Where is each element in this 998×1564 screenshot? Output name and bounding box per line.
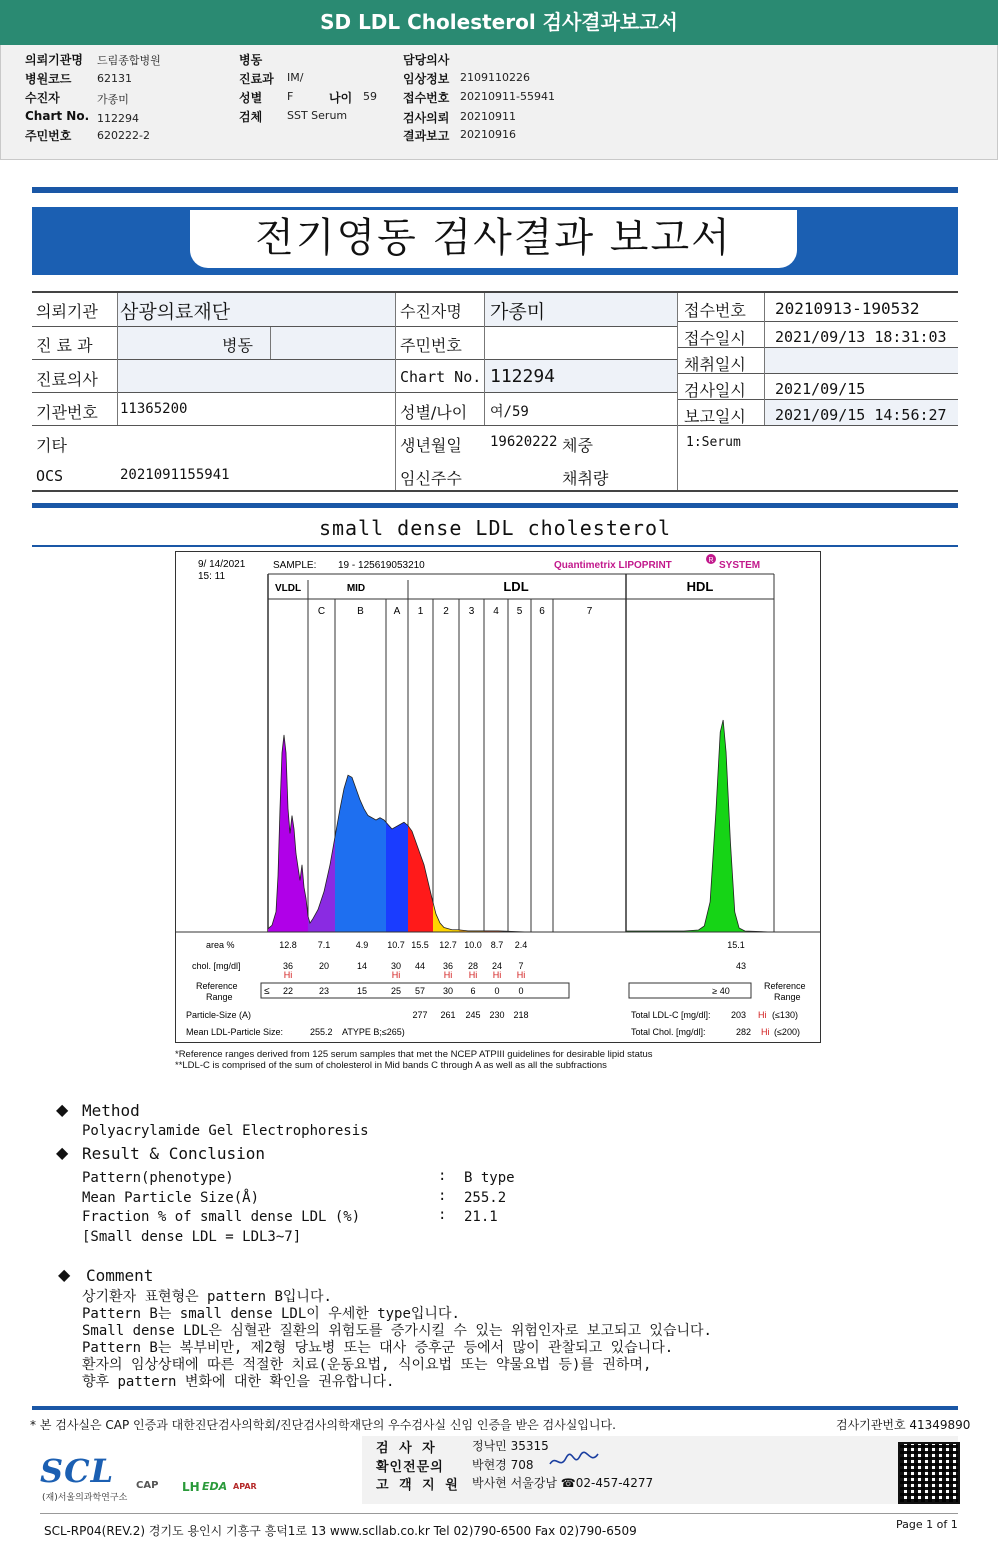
- info-label: 임상정보: [403, 72, 450, 86]
- total-ldl-ref: (≤130): [772, 1010, 798, 1020]
- brand-suffix: SYSTEM: [719, 560, 761, 571]
- info-value: F: [287, 90, 294, 103]
- total-ldl-flag: Hi: [758, 1010, 767, 1020]
- particle-size-value: 277: [412, 1010, 428, 1020]
- info-label: 접수번호: [403, 91, 450, 105]
- divider: [32, 1406, 958, 1410]
- info-label: 검체: [239, 110, 263, 124]
- result-value: B type: [464, 1170, 515, 1186]
- hi-flag: Hi: [283, 970, 293, 980]
- inst-label: 의뢰기관: [36, 302, 98, 321]
- staff-role: 검 사 자: [376, 1441, 438, 1456]
- info-label: 나이: [329, 91, 353, 105]
- recvdt-label: 접수일시: [684, 329, 746, 348]
- ocs-value: 2021091155941: [120, 467, 230, 483]
- info-label: Chart No.: [25, 109, 90, 123]
- hi-flag: Hi: [492, 970, 502, 980]
- chol-value: 30: [390, 961, 402, 971]
- sample-label: SAMPLE:: [273, 560, 317, 571]
- chol-value: 7: [518, 961, 524, 971]
- result-value: 21.1: [464, 1209, 498, 1225]
- hdl-ref-range-box: [629, 983, 751, 998]
- inst-value: 삼광의료재단: [120, 301, 231, 323]
- colldt-label: 채취일시: [684, 355, 746, 374]
- area-value: 10.7: [387, 940, 405, 950]
- weight-label: 체중: [562, 436, 593, 455]
- ref-value: 30: [442, 986, 454, 996]
- report-title: 전기영동 검사결과 보고서: [255, 215, 732, 261]
- particle-size-value: 218: [513, 1010, 529, 1020]
- info-label: 성별: [239, 91, 263, 105]
- chol-value: 44: [414, 961, 426, 971]
- result-label: Mean Particle Size(Å): [82, 1190, 260, 1206]
- staff-role: 확인전문의: [376, 1460, 444, 1475]
- band-label: 4: [493, 606, 499, 617]
- info-value: SST Serum: [287, 109, 348, 122]
- info-value: 620222-2: [97, 129, 150, 142]
- diamond-bullet-icon: ◆: [56, 1143, 69, 1162]
- info-label: 의뢰기관명: [25, 53, 83, 67]
- page-number: Page 1 of 1: [896, 1518, 958, 1531]
- particle-size-label: Particle-Size (A): [186, 1010, 252, 1020]
- hdl-ref-label-2: Range: [774, 992, 801, 1002]
- ref-value: 57: [414, 986, 426, 996]
- dept-value: 병동: [222, 336, 253, 355]
- recvdt-value: 2021/09/13 18:31:03: [775, 328, 947, 346]
- ref-value: 23: [318, 986, 330, 996]
- footer-inst-no: 검사기관번호 41349890: [836, 1418, 971, 1432]
- band-label: A: [393, 606, 401, 617]
- specimen-value: 1:Serum: [686, 435, 741, 450]
- result-heading: Result & Conclusion: [82, 1144, 266, 1163]
- dept-label: 진 료 과: [36, 336, 93, 355]
- sexage-label: 성별/나이: [400, 403, 468, 422]
- hdl-ref-value: ≥ 40: [712, 986, 730, 996]
- scl-logo-text: SCL: [40, 1452, 115, 1490]
- lipoprint-chart: [175, 551, 821, 1043]
- info-label: 담당의사: [403, 53, 450, 67]
- result-value: 255.2: [464, 1190, 507, 1206]
- group-label: MID: [346, 583, 366, 594]
- brand-name: Quantimetrix LIPOPRINT: [554, 560, 672, 571]
- group-label: VLDL: [274, 583, 302, 594]
- chart-date: 9/ 14/2021: [198, 559, 246, 570]
- testdt-value: 2021/09/15: [775, 380, 866, 398]
- diamond-bullet-icon: ◆: [56, 1100, 69, 1119]
- info-value: 20210911: [460, 110, 516, 123]
- area-value: 4.9: [355, 940, 369, 950]
- area-value: 2.4: [514, 940, 528, 950]
- info-value: IM/: [287, 71, 304, 84]
- result-sep: :: [438, 1168, 447, 1184]
- area-value: 7.1: [317, 940, 331, 950]
- comment-line: 향후 pattern 변화에 대한 확인을 권유합니다.: [82, 1374, 395, 1390]
- birth-label: 생년월일: [400, 436, 462, 455]
- hdl-peak: [626, 720, 771, 932]
- hdl-area-value: 15.1: [727, 940, 745, 950]
- divider: [40, 1513, 958, 1514]
- info-label: 진료과: [239, 72, 274, 86]
- info-value: 59: [363, 90, 377, 103]
- mean-size-label: Mean LDL-Particle Size:: [186, 1027, 284, 1037]
- hdl-chol-value: 43: [735, 961, 747, 971]
- section-title: small dense LDL cholesterol: [318, 516, 672, 540]
- total-chol-ref: (≤200): [774, 1027, 800, 1037]
- ref-value: 22: [282, 986, 294, 996]
- info-label: 검사의뢰: [403, 111, 450, 125]
- staff-box: [362, 1436, 958, 1504]
- ref-value: 0: [518, 986, 524, 996]
- diamond-bullet-icon: ◆: [58, 1265, 71, 1284]
- sexage-value: 여/59: [490, 404, 529, 420]
- vol-label: 채취량: [562, 469, 609, 488]
- band-label: C: [317, 606, 326, 617]
- comment-line: Pattern B는 small dense LDL이 우세한 type입니다.: [82, 1306, 460, 1322]
- qr-code-icon: [898, 1442, 960, 1504]
- staff-value: 박사현 서울강남 ☎02-457-4277: [472, 1476, 654, 1490]
- hdl-ref-label-1: Reference: [764, 981, 806, 991]
- instno-label: 기관번호: [36, 403, 98, 422]
- report-banner-title: SD LDL Cholesterol 검사결과보고서: [0, 0, 998, 45]
- band-label: 1: [417, 606, 424, 617]
- result-label: Pattern(phenotype): [82, 1170, 234, 1186]
- total-chol-value: 282: [736, 1027, 752, 1037]
- ref-value: 0: [494, 986, 500, 996]
- mean-size-suffix: ATYPE B;≤265): [342, 1027, 405, 1037]
- chol-row-label: chol. [mg/dl]: [192, 961, 241, 971]
- info-label: 병동: [239, 53, 263, 67]
- area-value: 12.7: [439, 940, 457, 950]
- band-label: B: [357, 606, 364, 617]
- footer-cert-note: * 본 검사실은 CAP 인증과 대한진단검사의학회/진단검사의학재단의 우수검사실 신임 인증을 받은 검사실입니다.: [30, 1418, 616, 1432]
- info-label: 주민번호: [25, 129, 72, 143]
- area-value: 12.8: [279, 940, 297, 950]
- info-value: 112294: [97, 112, 139, 125]
- sample-value: 19 - 125619053210: [338, 560, 425, 571]
- total-chol-label: Total Chol. [mg/dl]:: [631, 1027, 706, 1037]
- info-label: 수진자: [25, 91, 60, 105]
- ref-value: 6: [470, 986, 476, 996]
- rrn-label: 주민번호: [400, 336, 462, 355]
- top-info-panel: [0, 45, 998, 160]
- footnote-2: **LDL-C is comprised of the sum of cholesterol in Mid bands C through A as well as all the subfractions: [175, 1060, 607, 1071]
- scl-logo: [40, 1452, 127, 1503]
- band-label: 7: [586, 606, 593, 617]
- comment-line: 상기환자 표현형은 pattern B입니다.: [82, 1289, 332, 1305]
- cert-logo-eda: EDA: [202, 1480, 228, 1493]
- chol-value: 24: [491, 961, 503, 971]
- divider: [32, 187, 958, 193]
- chol-value: 36: [442, 961, 454, 971]
- comment-line: Pattern B는 복부비만, 제2형 당뇨병 또는 대사 증후군 등에서 많이 관찰되고 있습니다.: [82, 1340, 674, 1356]
- method-heading: Method: [82, 1101, 140, 1120]
- total-ldl-label: Total LDL-C [mg/dl]:: [631, 1010, 711, 1020]
- info-value: 드림종합병원: [97, 54, 161, 67]
- birth-value: 19620222: [490, 434, 558, 450]
- recvno-value: 20210913-190532: [775, 299, 920, 318]
- divider: [32, 503, 958, 508]
- result-sep: :: [438, 1207, 447, 1223]
- band-label: 3: [468, 606, 475, 617]
- hi-flag: Hi: [443, 970, 453, 980]
- recvno-label: 접수번호: [684, 301, 746, 320]
- ref-lead: ≤: [264, 986, 270, 997]
- name-label: 수진자명: [400, 302, 462, 321]
- band-label: 6: [539, 606, 545, 617]
- chart-time: 15: 11: [198, 571, 226, 582]
- particle-size-value: 230: [489, 1010, 505, 1020]
- ref-value: 15: [356, 986, 368, 996]
- info-value: 20210911-55941: [460, 90, 555, 103]
- mean-size-value: 255.2: [310, 1027, 333, 1037]
- cert-logo-lh: LH: [182, 1480, 200, 1494]
- particle-size-value: 261: [440, 1010, 456, 1020]
- chol-value: 28: [467, 961, 479, 971]
- band-label: 5: [516, 606, 523, 617]
- hi-flag: Hi: [391, 970, 401, 980]
- result-sep: :: [438, 1188, 447, 1204]
- method-text: Polyacrylamide Gel Electrophoresis: [82, 1123, 369, 1139]
- ref-row-label-2: Range: [206, 992, 233, 1002]
- preg-label: 임신주수: [400, 469, 462, 488]
- info-value: 가종미: [97, 93, 129, 106]
- chart-label: Chart No.: [400, 368, 482, 386]
- area-row-label: area %: [206, 940, 235, 950]
- instno-value: 11365200: [120, 401, 188, 417]
- staff-role: 고 객 지 원: [376, 1478, 461, 1493]
- group-label: HDL: [686, 579, 714, 594]
- area-value: 10.0: [464, 940, 482, 950]
- repdt-label: 보고일시: [684, 407, 746, 426]
- total-chol-flag: Hi: [761, 1027, 770, 1037]
- info-label: 병원코드: [25, 72, 72, 86]
- hi-flag: Hi: [516, 970, 526, 980]
- ocs-label: OCS: [36, 467, 64, 485]
- info-label: 결과보고: [403, 129, 450, 143]
- result-note: [Small dense LDL = LDL3~7]: [82, 1229, 302, 1245]
- curve-segment: [268, 735, 528, 932]
- staff-value: 정낙민 35315: [472, 1439, 549, 1453]
- repdt-value: 2021/09/15 14:56:27: [775, 406, 947, 424]
- band-label: 2: [443, 606, 449, 617]
- testdt-label: 검사일시: [684, 381, 746, 400]
- area-value: 15.5: [411, 940, 429, 950]
- comment-line: 환자의 임상상태에 따른 적절한 치료(운동요법, 식이요법 또는 약물요법 등)를 권하며,: [82, 1357, 652, 1373]
- info-value: 2109110226: [460, 71, 530, 84]
- info-value: 20210916: [460, 128, 516, 141]
- info-value: 62131: [97, 72, 132, 85]
- chol-value: 20: [318, 961, 330, 971]
- area-value: 8.7: [490, 940, 504, 950]
- cert-logo-cap: CAP: [136, 1480, 159, 1491]
- chol-value: 36: [282, 961, 294, 971]
- registered-mark: R: [708, 557, 714, 564]
- total-ldl-value: 203: [731, 1010, 747, 1020]
- doctor-label: 진료의사: [36, 370, 98, 389]
- ref-row-label-1: Reference: [196, 981, 238, 991]
- chart-value: 112294: [490, 366, 556, 387]
- scl-logo-sub: (재)서울의과학연구소: [42, 1493, 128, 1503]
- comment-heading: Comment: [86, 1266, 154, 1285]
- hi-flag: Hi: [468, 970, 478, 980]
- chol-value: 14: [356, 961, 368, 971]
- staff-value: 박현경 708: [472, 1458, 534, 1472]
- particle-size-value: 245: [465, 1010, 481, 1020]
- divider: [32, 545, 958, 547]
- comment-line: Small dense LDL은 심혈관 질환의 위험도를 증가시킬 수 있는 위험인자로 보고되고 있습니다.: [82, 1323, 712, 1339]
- ref-value: 25: [390, 986, 402, 996]
- footnote-1: *Reference ranges derived from 125 serum samples that met the NCEP ATPIII guidelines for desirable lipid status: [175, 1049, 653, 1060]
- footer-address: SCL-RP04(REV.2) 경기도 용인시 기흥구 흥덕1로 13 www.scllab.co.kr Tel 02)790-6500 Fax 02)790-6509: [44, 1524, 637, 1538]
- etc-label: 기타: [36, 436, 67, 455]
- group-label: LDL: [503, 579, 529, 594]
- signature-icon: [548, 1450, 600, 1472]
- cert-logo-apar: APAR: [233, 1482, 257, 1491]
- name-value: 가종미: [490, 301, 546, 323]
- result-label: Fraction % of small dense LDL (%): [82, 1209, 361, 1225]
